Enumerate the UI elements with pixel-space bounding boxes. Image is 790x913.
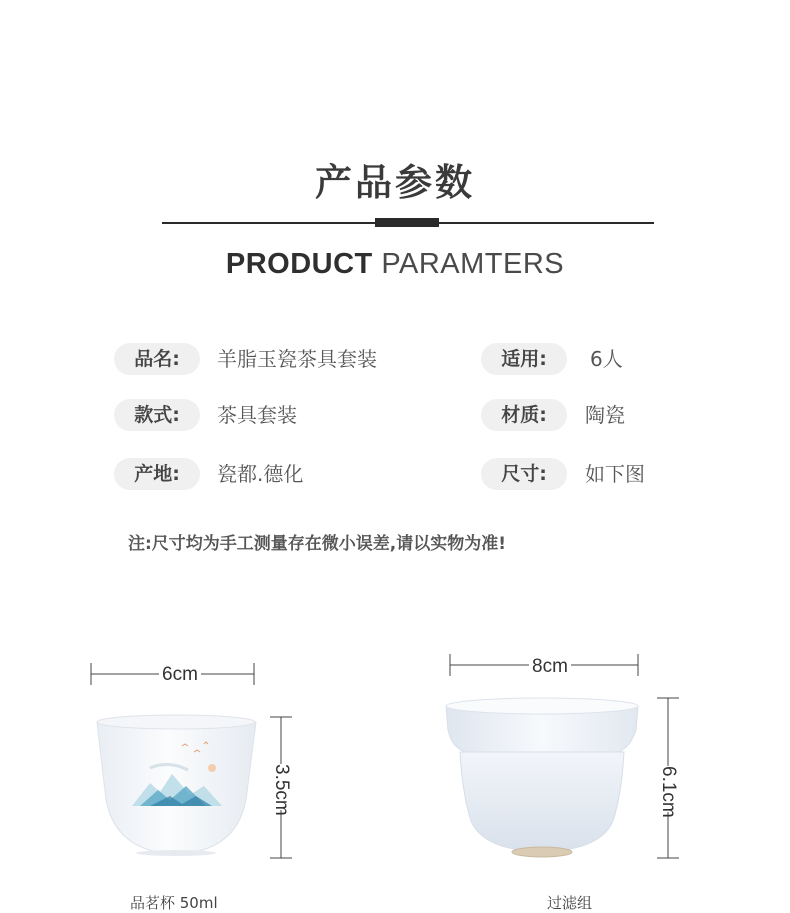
param-label-name: 品名: [114, 343, 200, 375]
param-value-usage: 6人 [590, 347, 623, 371]
param-value-style: 茶具套装 [217, 403, 297, 427]
param-value-name: 羊脂玉瓷茶具套装 [217, 347, 377, 371]
cup-height-label: 3.5cm [271, 764, 292, 816]
param-value-size: 如下图 [585, 462, 645, 486]
param-label-usage: 适用: [481, 343, 567, 375]
filter-height-label: 6.1cm [658, 766, 679, 818]
filter-width-label: 8cm [529, 656, 571, 678]
param-label-material: 材质: [481, 399, 567, 431]
measurement-note: 注:尺寸均为手工测量存在微小误差,请以实物为准! [128, 534, 507, 554]
param-label-origin: 产地: [114, 458, 200, 490]
subtitle-bold: PRODUCT [225, 248, 373, 280]
tea-cup-image [97, 715, 256, 856]
tea-filter-image [446, 698, 638, 857]
param-value-material: 陶瓷 [585, 403, 625, 427]
param-value-origin: 瓷都.德化 [217, 462, 304, 486]
cup-width-label: 6cm [159, 664, 201, 686]
cup-caption: 品茗杯 50ml [130, 894, 218, 912]
param-label-style: 款式: [114, 399, 200, 431]
page-title: 产品参数 [315, 161, 475, 204]
param-label-size: 尺寸: [481, 458, 567, 490]
subtitle-light: PARAMTERS [381, 248, 565, 280]
filter-caption: 过滤组 [547, 894, 593, 912]
